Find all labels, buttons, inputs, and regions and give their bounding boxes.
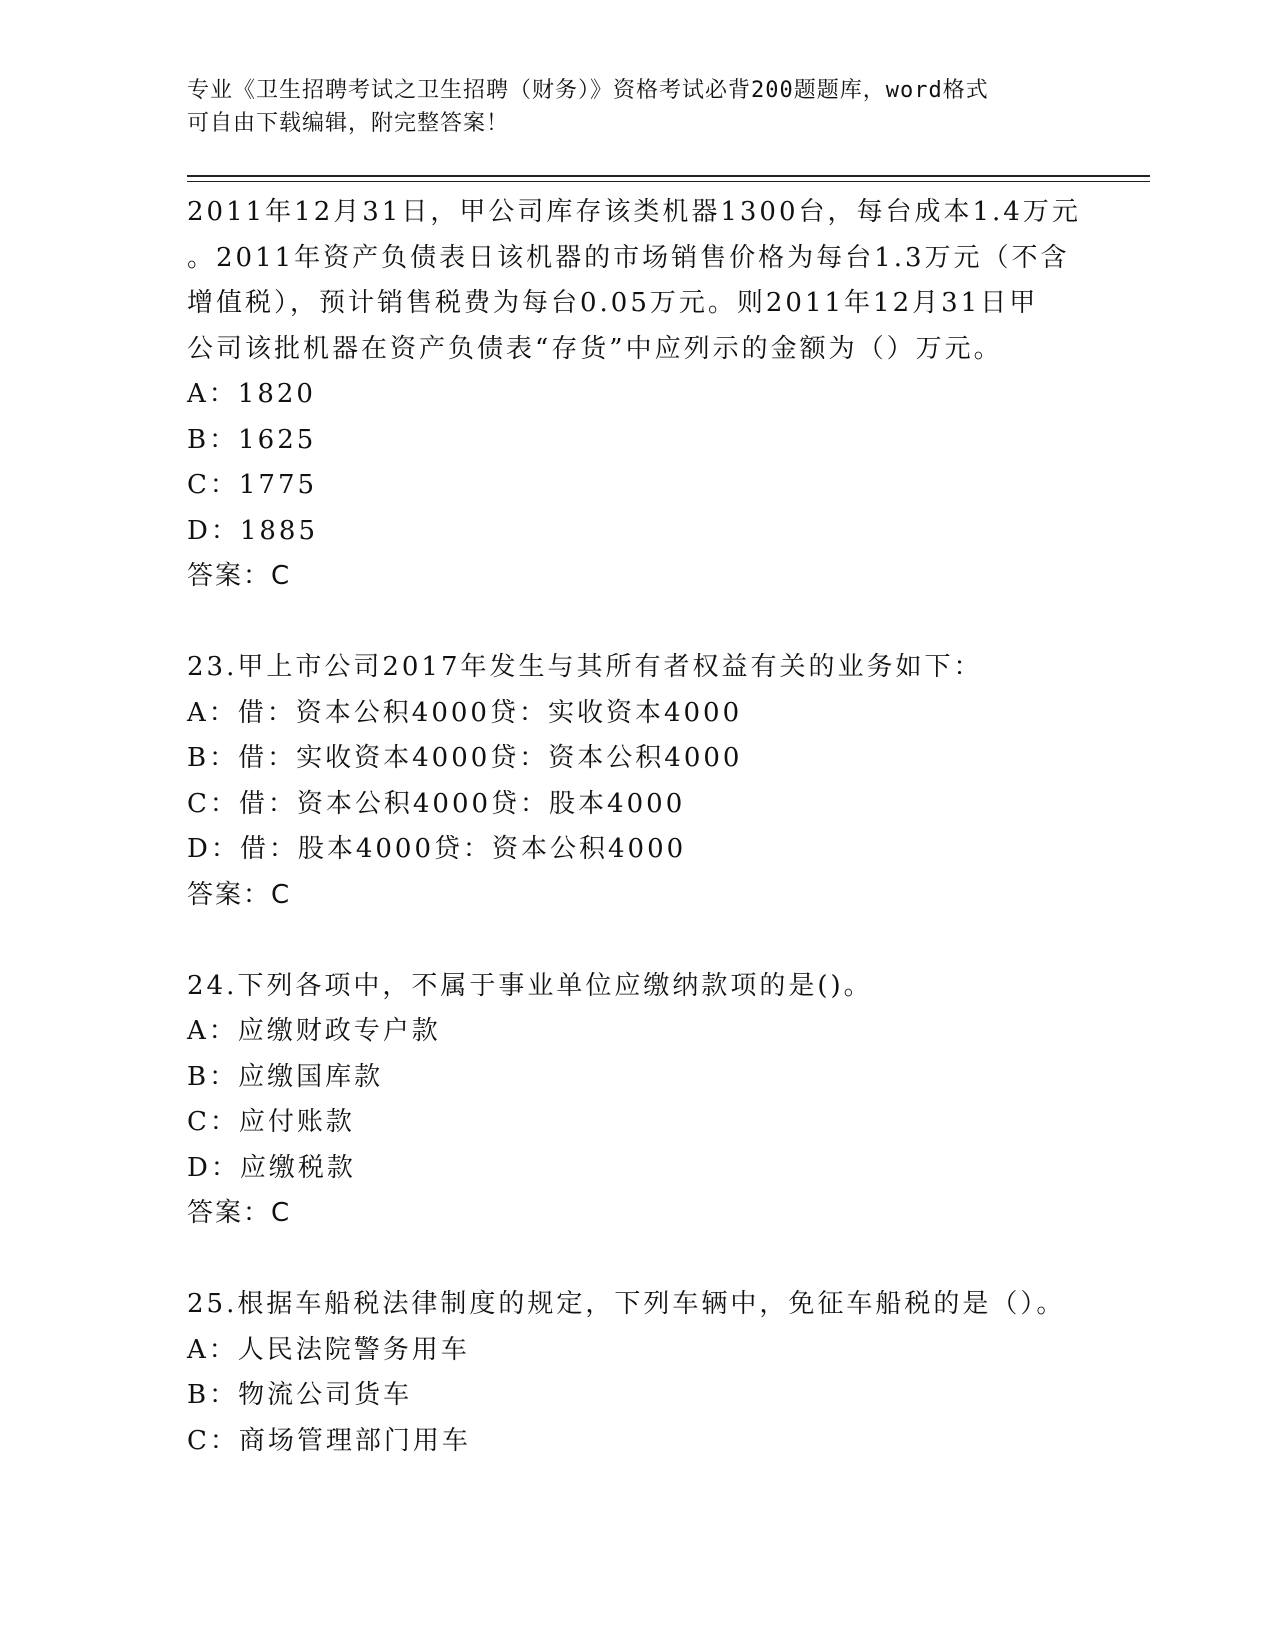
document-header [187, 74, 1087, 140]
question-stem-line: 23.甲上市公司2017年发生与其所有者权益有关的业务如下： [187, 652, 983, 682]
question-stem-line: 25.根据车船税法律制度的规定，下列车辆中，免征车船税的是（）。 [187, 1289, 1066, 1319]
question-block [187, 645, 1087, 918]
option-d: D：1885 [187, 515, 319, 546]
answer-line: 答案：C [187, 1198, 292, 1228]
question-list [187, 190, 1087, 1464]
question-stem-line: 公司该批机器在资产负债表“存货”中应列示的金额为（）万元。 [187, 333, 1003, 364]
answer-line: 答案：C [187, 561, 292, 591]
option-a: A：应缴财政专户款 [187, 1016, 441, 1046]
question-stem-line: 2011年12月31日，甲公司库存该类机器1300台，每台成本1.4万元 [187, 197, 1081, 227]
option-a: A：借：资本公积4000贷：实收资本4000 [187, 697, 743, 728]
option-a: A：1820 [187, 379, 316, 409]
header-line-2: 可自由下载编辑，附完整答案！ [187, 111, 510, 136]
header-divider-thin [187, 181, 1150, 182]
option-c: C：应付账款 [187, 1107, 355, 1137]
question-block [187, 190, 1087, 600]
question-stem-line: 24.下列各项中，不属于事业单位应缴纳款项的是()。 [187, 970, 873, 1001]
question-stem-line: 。2011年资产负债表日该机器的市场销售价格为每台1.3万元（不含 [187, 242, 1070, 273]
spacer [187, 918, 1087, 964]
header-line-1: 专业《卫生招聘考试之卫生招聘（财务）》资格考试必背200题题库，word格式 [187, 78, 989, 103]
option-c: C：1775 [187, 470, 318, 500]
option-b: B：应缴国库款 [187, 1061, 384, 1092]
spacer [187, 1237, 1087, 1283]
option-d: D：借：股本4000贷：资本公积4000 [187, 834, 687, 864]
question-block [187, 964, 1087, 1237]
option-c: C：借：资本公积4000贷：股本4000 [187, 788, 686, 819]
option-b: B：1625 [187, 424, 317, 455]
header-divider-thick [187, 175, 1150, 177]
option-d: D：应缴税款 [187, 1152, 356, 1183]
question-block [187, 1282, 1087, 1464]
spacer [187, 600, 1087, 646]
option-b: B：物流公司货车 [187, 1380, 413, 1410]
option-b: B：借：实收资本4000贷：资本公积4000 [187, 743, 743, 773]
question-stem-line: 增值税），预计销售税费为每台0.05万元。则2011年12月31日甲 [187, 288, 1039, 318]
answer-line: 答案：C [187, 879, 292, 910]
option-c: C：商场管理部门用车 [187, 1425, 471, 1456]
option-a: A：人民法院警务用车 [187, 1334, 470, 1365]
